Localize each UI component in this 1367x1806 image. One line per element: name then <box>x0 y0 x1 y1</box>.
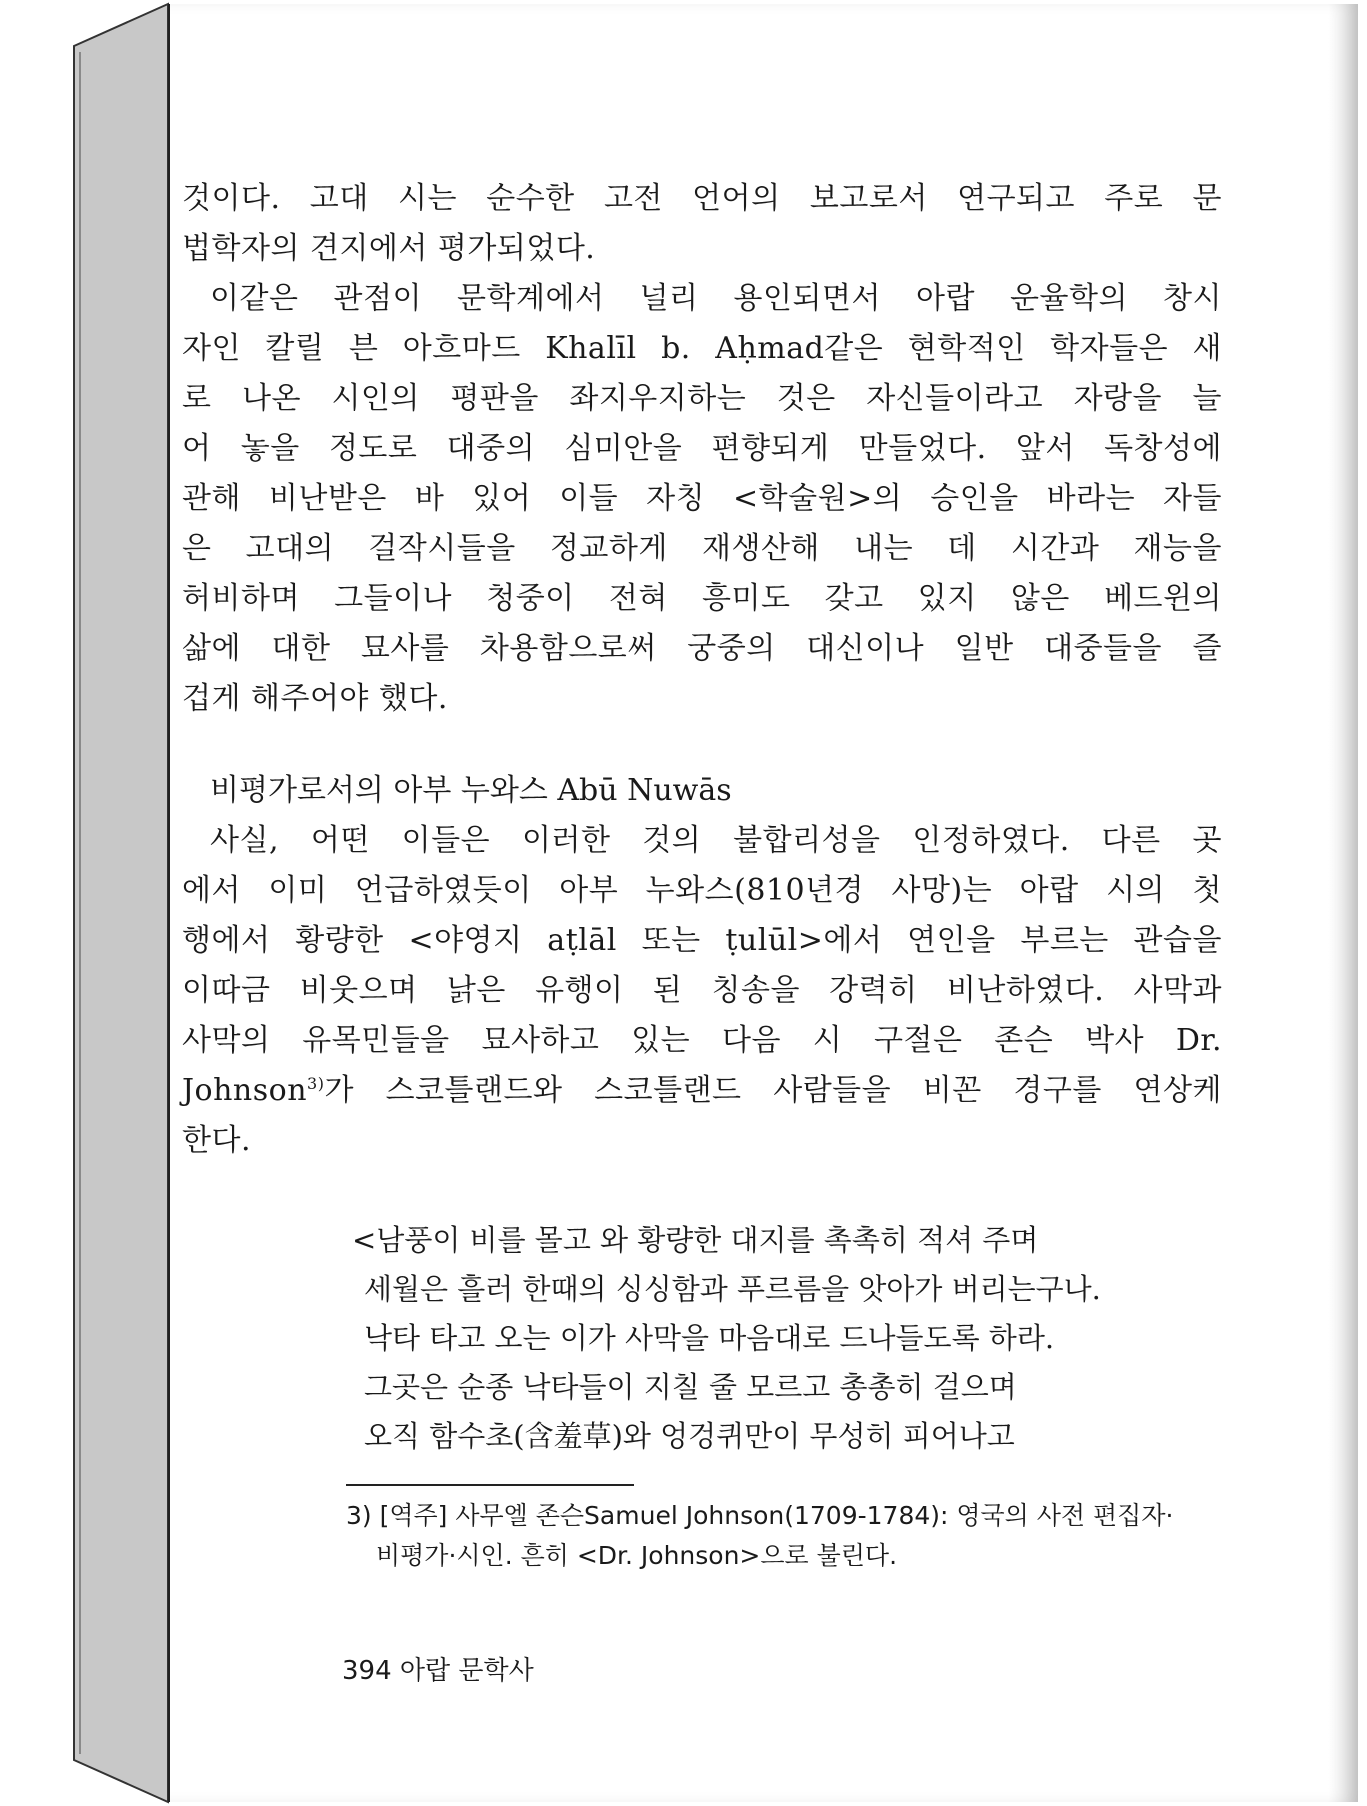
page-right-shadow <box>1328 4 1358 1802</box>
poem-block <box>352 1216 1112 1461</box>
poem-line-5: 오직 함수초(含羞草)와 엉겅퀴만이 무성히 피어나고 <box>364 1419 1015 1453</box>
p3-line-2: 에서 이미 언급하였듯이 아부 누와스(810년경 사망)는 아랍 시의 첫 <box>182 873 1222 908</box>
footnote <box>346 1496 1206 1576</box>
p2-line-1: 이같은 관점이 문학계에서 널리 용인되면서 아랍 운율학의 창시 <box>210 281 1222 316</box>
footnote-reference: 3) <box>307 1074 325 1093</box>
poem-line-1: <남풍이 비를 몰고 와 황량한 대지를 촉촉히 적셔 주며 <box>352 1223 1039 1257</box>
johnson-rest: 가 스코틀랜드와 스코틀랜드 사람들을 비꼰 경구를 연상케 <box>324 1073 1222 1108</box>
p2-line-5: 관해 비난받은 바 있어 이들 자칭 <학술원>의 승인을 바라는 자들 <box>182 481 1222 516</box>
p2-line-6: 은 고대의 걸작시들을 정교하게 재생산해 내는 데 시간과 재능을 <box>182 531 1222 566</box>
p1-line-2: 법학자의 견지에서 평가되었다. <box>182 231 596 266</box>
p2-line-2: 자인 칼릴 븐 아흐마드 Khalīl b. Aḥmad같은 현학적인 학자들은 새 <box>182 331 1222 366</box>
running-title: 아랍 문학사 <box>399 1656 534 1686</box>
spine-face <box>74 4 168 1802</box>
p2-line-8: 삶에 대한 묘사를 차용함으로써 궁중의 대신이나 일반 대중들을 즐 <box>182 631 1222 666</box>
p3-line-7: 한다. <box>182 1123 251 1158</box>
p2-line-3: 로 나온 시인의 평판을 좌지우지하는 것은 자신들이라고 자랑을 늘 <box>182 381 1222 416</box>
p3-line-5: 사막의 유목민들을 묘사하고 있는 다음 시 구절은 존슨 박사 Dr. <box>182 1023 1222 1058</box>
footnote-line-1: 3) [역주] 사무엘 존슨Samuel Johnson(1709-1784): 영국의 사전 편집자· <box>346 1501 1174 1530</box>
body-text <box>182 174 1222 1166</box>
poem-line-2: 세월은 흘러 한때의 싱싱함과 푸르름을 앗아가 버리는구나. <box>364 1272 1101 1306</box>
page-folio <box>342 1650 534 1687</box>
p2-line-4: 어 놓을 정도로 대중의 심미안을 편향되게 만들었다. 앞서 독창성에 <box>182 431 1222 466</box>
p3-line-4: 이따금 비웃으며 낡은 유행이 된 칭송을 강력히 비난하였다. 사막과 <box>182 973 1222 1008</box>
p3-line-6 <box>182 1066 1222 1116</box>
p2-line-9: 겁게 해주어야 했다. <box>182 681 448 716</box>
p3-line-1: 사실, 어떤 이들은 이러한 것의 불합리성을 인정하였다. 다른 곳 <box>210 823 1222 858</box>
section-gap <box>182 724 1222 766</box>
footnote-divider <box>346 1484 634 1486</box>
johnson-name: Johnson <box>182 1073 308 1108</box>
section-heading: 비평가로서의 아부 누와스 Abū Nuwās <box>210 773 732 808</box>
footnote-line-2: 비평가·시인. 흔히 <Dr. Johnson>으로 불린다. <box>376 1541 898 1570</box>
poem-line-4: 그곳은 순종 낙타들이 지칠 줄 모르고 총총히 걸으며 <box>364 1370 1017 1404</box>
p1-line-1: 것이다. 고대 시는 순수한 고전 언어의 보고로서 연구되고 주로 문 <box>182 181 1222 216</box>
poem-line-3: 낙타 타고 오는 이가 사막을 마음대로 드나들도록 하라. <box>364 1321 1055 1355</box>
p2-line-7: 허비하며 그들이나 청중이 전혀 흥미도 갖고 있지 않은 베드윈의 <box>182 581 1222 616</box>
page-number: 394 <box>342 1656 392 1686</box>
p3-line-3: 행에서 황량한 <야영지 aṭlāl 또는 ṭulūl>에서 연인을 부르는 관습을 <box>182 923 1222 958</box>
